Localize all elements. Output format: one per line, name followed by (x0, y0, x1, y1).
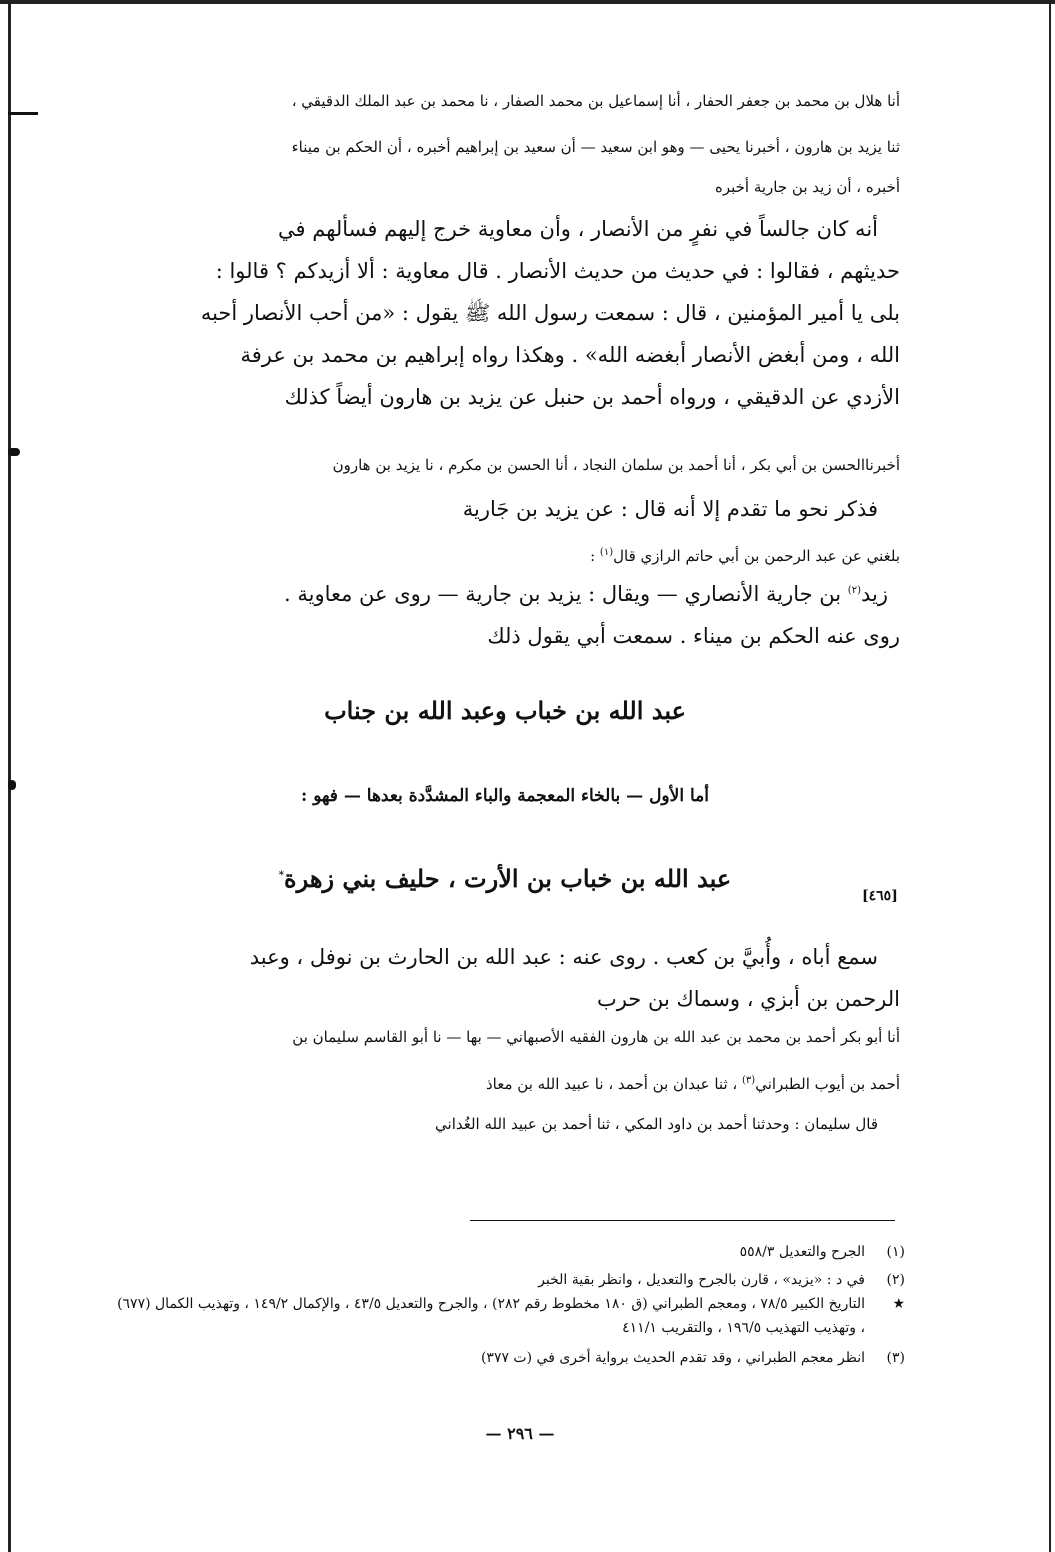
isnad-line: أنا هلال بن محمد بن جعفر الحفار ، أنا إسماعيل بن محمد الصفار ، نا محمد بن عبد الملك الدقيقي ، (291, 92, 900, 110)
footnote-separator (470, 1220, 895, 1221)
isnad-line: أخبره ، أن زيد بن جارية أخبره (714, 178, 900, 196)
footnote-item (110, 1346, 905, 1370)
text-line: بلى يا أمير المؤمنين ، قال : سمعت رسول الله ﷺ يقول : «من أحب الأنصار أحبه (200, 301, 900, 325)
footnote-text: انظر معجم الطبراني ، وقد تقدم الحديث برواية أخرى في (ت ٣٧٧) (480, 1350, 865, 1366)
isnad-line: قال سليمان : وحدثنا أحمد بن داود المكي ، ثنا أحمد بن عبيد الله الغُداني (435, 1115, 878, 1133)
entry-heading (110, 864, 900, 893)
footnote-item (110, 1268, 905, 1292)
isnad-line: ثنا يزيد بن هارون ، أخبرنا يحيى — وهو ابن سعيد — أن سعيد بن إبراهيم أخبره ، أن الحكم بن ميناء (291, 138, 900, 156)
page-number: — ٢٩٦ — (485, 1424, 555, 1443)
isnad-line: أنا أبو بكر أحمد بن محمد بن عبد الله بن هارون الفقيه الأصبهاني — بها — نا أبو القاسم سليمان بن (292, 1028, 900, 1046)
text-line: الرحمن بن أبزي ، وسماك بن حرب (596, 987, 900, 1011)
text-line (110, 574, 900, 611)
footnote-mark: (٣) (886, 1350, 905, 1366)
subsection-heading: أما الأول — بالخاء المعجمة والباء المشدَّدة بعدها — فهو : (301, 786, 709, 806)
footnote-text: التاريخ الكبير ٧٨/٥ ، ومعجم الطبراني (ق ١٨٠ مخطوط رقم ٢٨٢) ، والجرح والتعديل ٤٣/٥ ، والإكمال ١٤٩/٢ ، وتهذيب الكمال (٦٧٧) ، وتهذيب التهذيب ١٩٦/٥ ، والتقريب ٤١١/١ (117, 1296, 865, 1336)
text-line: فذكر نحو ما تقدم إلا أنه قال : عن يزيد بن جَارية (462, 497, 878, 521)
isnad-text: بلغني عن عبد الرحمن بن أبي حاتم الرازي قال (613, 547, 900, 565)
isnad-line (110, 540, 900, 569)
text-line: الله ، ومن أبغض الأنصار أبغضه الله» . وهكذا رواه إبراهيم بن محمد بن عرفة (240, 343, 900, 367)
footnote-text: في د : «يزيد» ، قارن بالجرح والتعديل ، وانظر بقية الخبر (538, 1272, 865, 1288)
isnad-block-2 (110, 452, 900, 478)
isnad-text: ، ثنا عبدان بن أحمد ، نا عبيد الله بن معاذ (486, 1075, 738, 1093)
isnad-text: : (590, 547, 596, 565)
isnad-text: أحمد بن أيوب الطبراني (755, 1075, 900, 1093)
bio-block-1 (110, 574, 900, 653)
footnote-ref[interactable]: (٢) (847, 585, 861, 596)
isnad-block-1 (110, 88, 900, 200)
footnote-ref[interactable]: * (278, 870, 285, 881)
footnote-mark: (١) (886, 1244, 905, 1260)
isnad-line: أخبرناالحسن بن أبي بكر ، أنا أحمد بن سلمان النجاد ، أنا الحسن بن مكرم ، نا يزيد بن هارون (332, 456, 900, 474)
text-line: سمع أباه ، وأُبيَّ بن كعب . روى عنه : عبد الله بن الحارث بن نوفل ، وعبد (249, 945, 878, 969)
text-block-2 (110, 492, 900, 526)
text-line: حديثهم ، فقالوا : في حديث من حديث الأنصار . قال معاوية : ألا أزيدكم ؟ قالوا : (215, 259, 900, 283)
text-line: أنه كان جالساً في نفرٍ من الأنصار ، وأن معاوية خرج إليهم فسألهم في (278, 217, 878, 241)
isnad-line (110, 1068, 900, 1097)
margin-entry-number: [٤٦٥] (862, 888, 898, 904)
bio-block-2 (110, 940, 900, 1016)
text-line: روى عنه الحكم بن ميناء . سمعت أبي يقول ذلك (487, 624, 900, 648)
scan-mark (8, 112, 38, 115)
entry-name: زيد (860, 582, 888, 606)
section-heading: عبد الله بن خباب وعبد الله بن جناب (324, 696, 686, 725)
text-line: الأزدي عن الدقيقي ، ورواه أحمد بن حنبل عن يزيد بن هارون أيضاً كذلك (284, 385, 900, 409)
isnad-block-4 (110, 1024, 900, 1137)
footnote-item (110, 1240, 905, 1264)
footnote-text: الجرح والتعديل ٥٥٨/٣ (739, 1244, 865, 1260)
footnote-ref[interactable]: (٣) (742, 1075, 756, 1086)
footnote-item (110, 1292, 905, 1340)
footnotes (110, 1240, 905, 1370)
scan-edge-right (1049, 0, 1051, 1552)
text-line-content: بن جارية الأنصاري — ويقال : يزيد بن جارية — روى عن معاوية . (284, 582, 842, 606)
footnote-mark: ★ (892, 1296, 905, 1312)
scan-edge-top (0, 0, 1055, 4)
footnote-mark: (٢) (886, 1272, 905, 1288)
footnote-ref[interactable]: (١) (599, 547, 614, 558)
hadith-text-1 (110, 212, 900, 414)
scan-mark (8, 780, 16, 790)
entry-title: عبد الله بن خباب بن الأرت ، حليف بني زهرة (284, 864, 732, 893)
scan-edge-left (8, 0, 11, 1552)
scan-mark (8, 448, 20, 456)
isnad-block-3 (110, 540, 900, 569)
